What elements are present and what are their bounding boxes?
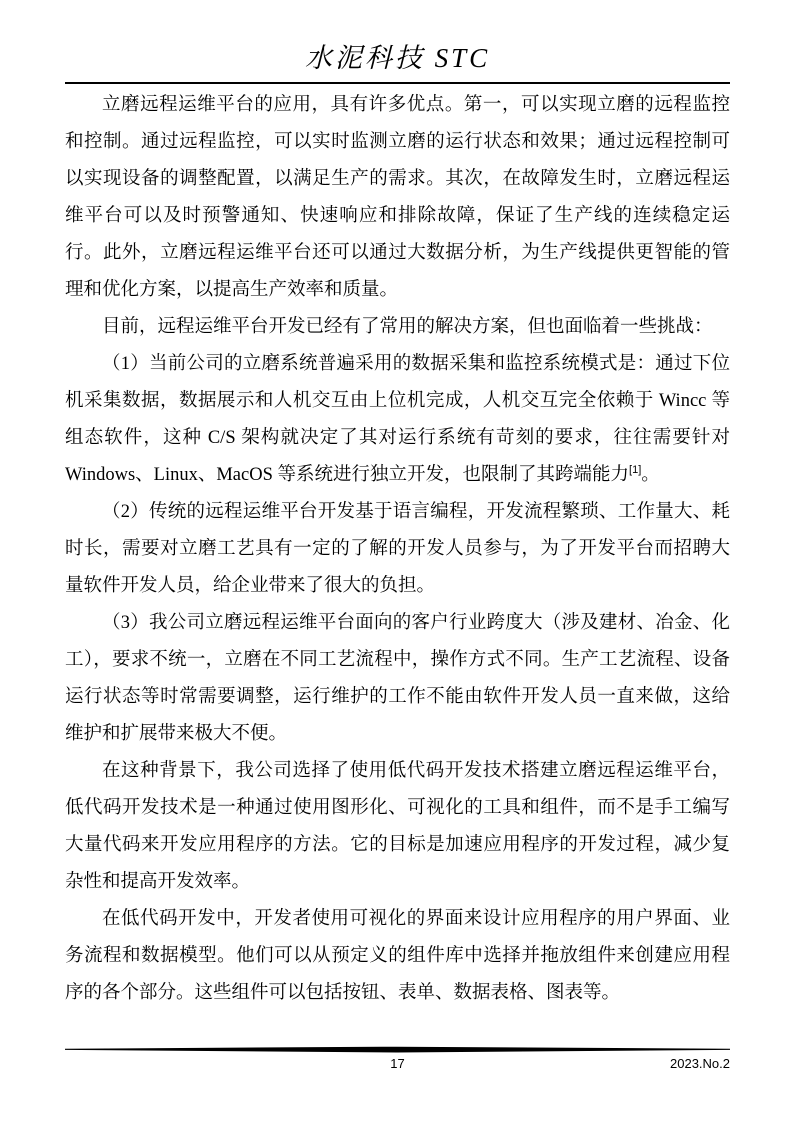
paragraph-lowcode-description xyxy=(65,901,730,1012)
paragraph-text: （3）我公司立磨远程运维平台面向的客户行业跨度大（涉及建材、冶金、化工），要求不统一，立磨在不同工艺流程中，操作方式不同。生产工艺流程、设备运行状态等时常需要调整，运行维护的工作不能由软件开发人员一直来做，这给维护和扩展带来极大不便。 xyxy=(65,613,730,744)
paragraph-challenge-2 xyxy=(65,494,730,605)
paragraph-text: 目前，远程运维平台开发已经有了常用的解决方案，但也面临着一些挑战： xyxy=(102,317,713,337)
paragraph-text: 在低代码开发中，开发者使用可视化的界面来设计应用程序的用户界面、业务流程和数据模型。他们可以从预定义的组件库中选择并拖放组件来创建应用程序的各个部分。这些组件可以包括按钮、表单、数据表格、图表等。 xyxy=(65,909,730,1003)
paragraph-lowcode-choice xyxy=(65,753,730,901)
paragraph-challenge-3 xyxy=(65,605,730,753)
paragraph-challenge-1 xyxy=(65,346,730,494)
journal-header xyxy=(65,40,730,84)
footnote-ref-1: [1] xyxy=(629,463,642,476)
footer-rule xyxy=(65,1046,730,1054)
header-rule xyxy=(65,82,730,84)
paragraph-text: （2）传统的远程运维平台开发基于语言编程，开发流程繁琐、工作量大、耗时长，需要对立磨工艺具有一定的了解的开发人员参与，为了开发平台而招聘大量软件开发人员，给企业带来了很大的负担。 xyxy=(65,502,730,596)
paragraph-text: 立磨远程运维平台的应用，具有许多优点。第一，可以实现立磨的远程监控和控制。通过远程监控，可以实时监测立磨的运行状态和效果；通过远程控制可以实现设备的调整配置，以满足生产的需求。其次，在故障发生时，立磨远程运维平台可以及时预警通知、快速响应和排除故障，保证了生产线的连续稳定运行。此外，立磨远程运维平台还可以通过大数据分析，为生产线提供更智能的管理和优化方案，以提高生产效率和质量。 xyxy=(65,95,730,300)
paragraph-intro xyxy=(65,87,730,309)
paragraph-text-tail: 。 xyxy=(641,465,660,485)
journal-title: 水泥科技 STC xyxy=(304,43,491,73)
paragraph-text: （1）当前公司的立磨系统普遍采用的数据采集和监控系统模式是：通过下位机采集数据，数据展示和人机交互由上位机完成，人机交互完全依赖于 Wincc 等组态软件，这种 C/S 架构就决定了其对运行系统有苛刻的要求，往往需要针对 Windows、Linux、MacOS 等系统进行独立开发，也限制了其跨端能力 xyxy=(65,354,730,485)
issue-label: 2023.No.2 xyxy=(670,1056,730,1071)
paragraph-text: 在这种背景下，我公司选择了使用低代码开发技术搭建立磨远程运维平台，低代码开发技术是一种通过使用图形化、可视化的工具和组件，而不是手工编写大量代码来开发应用程序的方法。它的目标是加速应用程序的开发过程，减少复杂性和提高开发效率。 xyxy=(65,761,730,892)
document-body xyxy=(65,87,730,1012)
paragraph-challenges-lead xyxy=(65,309,730,346)
page-number: 17 xyxy=(390,1056,405,1071)
page-footer xyxy=(65,1046,730,1076)
footer-row xyxy=(65,1056,730,1076)
